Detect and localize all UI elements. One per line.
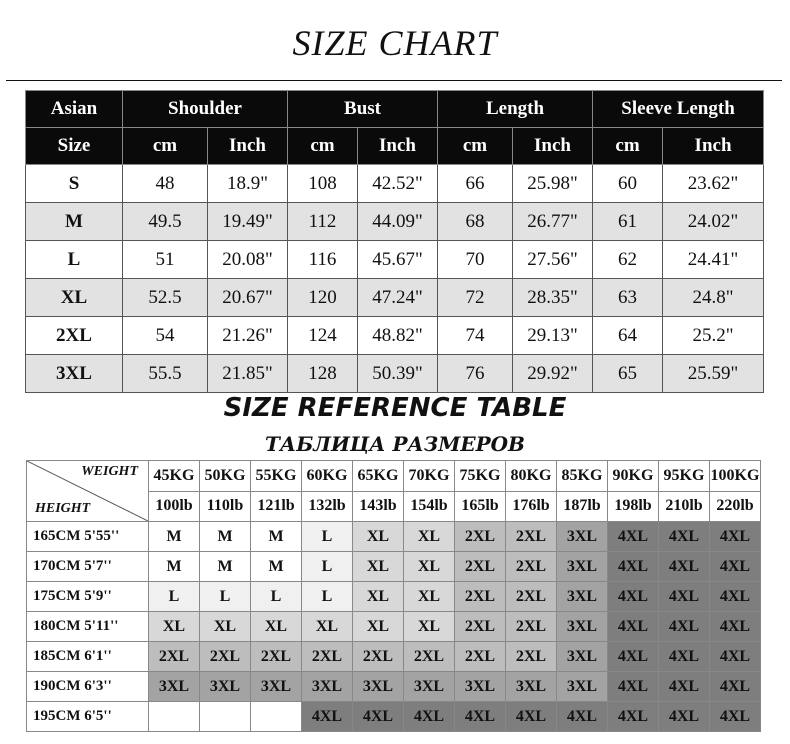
- weight-lb-header: 176lb: [506, 491, 557, 522]
- size-cell: 29.92": [513, 355, 593, 393]
- recommended-size-cell: 4XL: [455, 702, 506, 732]
- height-row: [27, 612, 761, 642]
- size-chart-unit-row: [26, 128, 764, 165]
- size-cell: 29.13": [513, 317, 593, 355]
- recommended-size-cell: 3XL: [557, 522, 608, 552]
- recommended-size-cell: 3XL: [455, 672, 506, 702]
- header-unit: cm: [593, 128, 663, 165]
- recommended-size-cell: [200, 702, 251, 732]
- header-unit: Inch: [663, 128, 764, 165]
- recommended-size-cell: 4XL: [608, 612, 659, 642]
- page-title: SIZE CHART: [292, 23, 498, 63]
- size-cell: 20.08": [208, 241, 288, 279]
- header-shoulder: Shoulder: [123, 91, 288, 128]
- recommended-size-cell: L: [302, 522, 353, 552]
- weight-lb-header: 220lb: [710, 491, 761, 522]
- recommended-size-cell: M: [251, 552, 302, 582]
- size-cell: 25.2": [663, 317, 764, 355]
- recommended-size-cell: XL: [200, 612, 251, 642]
- recommended-size-cell: 4XL: [659, 582, 710, 612]
- size-cell: 51: [123, 241, 208, 279]
- header-asian: Asian: [26, 91, 123, 128]
- recommended-size-cell: 3XL: [557, 672, 608, 702]
- size-cell: 52.5: [123, 279, 208, 317]
- recommended-size-cell: XL: [149, 612, 200, 642]
- recommended-size-cell: 3XL: [557, 582, 608, 612]
- recommended-size-cell: XL: [404, 612, 455, 642]
- recommended-size-cell: 4XL: [710, 582, 761, 612]
- recommended-size-cell: 4XL: [710, 552, 761, 582]
- recommended-size-cell: 4XL: [710, 612, 761, 642]
- height-label: 175CM 5'9'': [27, 582, 149, 612]
- title-divider: [6, 80, 782, 81]
- recommended-size-cell: 4XL: [608, 552, 659, 582]
- size-cell: 70: [438, 241, 513, 279]
- recommended-size-cell: 2XL: [506, 612, 557, 642]
- size-cell: 74: [438, 317, 513, 355]
- height-label: 195CM 6'5'': [27, 702, 149, 732]
- size-cell: 55.5: [123, 355, 208, 393]
- recommended-size-cell: 4XL: [608, 642, 659, 672]
- height-row: [27, 522, 761, 552]
- reference-table-title: SIZE REFERENCE TABLE: [223, 393, 567, 423]
- recommended-size-cell: 2XL: [455, 522, 506, 552]
- size-row: [26, 317, 764, 355]
- recommended-size-cell: 4XL: [659, 672, 710, 702]
- size-cell: 23.62": [663, 165, 764, 203]
- size-cell: 54: [123, 317, 208, 355]
- size-cell: 124: [288, 317, 358, 355]
- header-unit: cm: [288, 128, 358, 165]
- weight-kg-header: 50KG: [200, 461, 251, 492]
- recommended-size-cell: 4XL: [659, 612, 710, 642]
- size-cell: 116: [288, 241, 358, 279]
- height-label: 165CM 5'55'': [27, 522, 149, 552]
- recommended-size-cell: 4XL: [302, 702, 353, 732]
- size-cell: 64: [593, 317, 663, 355]
- recommended-size-cell: M: [200, 522, 251, 552]
- recommended-size-cell: 4XL: [404, 702, 455, 732]
- recommended-size-cell: 2XL: [506, 582, 557, 612]
- recommended-size-cell: M: [251, 522, 302, 552]
- size-cell: 42.52": [358, 165, 438, 203]
- size-row: [26, 279, 764, 317]
- recommended-size-cell: L: [200, 582, 251, 612]
- weight-label: WEIGHT: [81, 464, 138, 479]
- recommended-size-cell: XL: [353, 582, 404, 612]
- recommended-size-cell: 3XL: [557, 552, 608, 582]
- recommended-size-cell: M: [200, 552, 251, 582]
- size-cell: 20.67": [208, 279, 288, 317]
- recommended-size-cell: XL: [353, 612, 404, 642]
- recommended-size-cell: 3XL: [557, 612, 608, 642]
- weight-kg-header: 65KG: [353, 461, 404, 492]
- recommended-size-cell: 2XL: [455, 612, 506, 642]
- size-row: [26, 355, 764, 393]
- size-cell: 19.49": [208, 203, 288, 241]
- weight-lb-header: 100lb: [149, 491, 200, 522]
- recommended-size-cell: M: [149, 552, 200, 582]
- recommended-size-cell: 4XL: [608, 672, 659, 702]
- recommended-size-cell: [251, 702, 302, 732]
- size-row: [26, 241, 764, 279]
- size-cell: 50.39": [358, 355, 438, 393]
- size-cell: 108: [288, 165, 358, 203]
- size-reference-table: [26, 460, 761, 732]
- header-bust: Bust: [288, 91, 438, 128]
- weight-lb-header: 121lb: [251, 491, 302, 522]
- recommended-size-cell: 3XL: [200, 672, 251, 702]
- size-label: 2XL: [26, 317, 123, 355]
- recommended-size-cell: 2XL: [404, 642, 455, 672]
- size-cell: 24.8": [663, 279, 764, 317]
- recommended-size-cell: M: [149, 522, 200, 552]
- weight-lb-header: 165lb: [455, 491, 506, 522]
- size-cell: 45.67": [358, 241, 438, 279]
- size-cell: 44.09": [358, 203, 438, 241]
- size-cell: 21.26": [208, 317, 288, 355]
- recommended-size-cell: 4XL: [608, 702, 659, 732]
- recommended-size-cell: 4XL: [710, 702, 761, 732]
- size-label: M: [26, 203, 123, 241]
- header-unit: Inch: [208, 128, 288, 165]
- size-cell: 48: [123, 165, 208, 203]
- size-cell: 68: [438, 203, 513, 241]
- weight-kg-header: 90KG: [608, 461, 659, 492]
- size-cell: 28.35": [513, 279, 593, 317]
- recommended-size-cell: 2XL: [455, 642, 506, 672]
- recommended-size-cell: 4XL: [608, 582, 659, 612]
- height-label: HEIGHT: [35, 501, 91, 516]
- recommended-size-cell: 3XL: [506, 672, 557, 702]
- size-cell: 65: [593, 355, 663, 393]
- recommended-size-cell: XL: [404, 552, 455, 582]
- recommended-size-cell: 2XL: [200, 642, 251, 672]
- weight-kg-header: 80KG: [506, 461, 557, 492]
- size-cell: 61: [593, 203, 663, 241]
- recommended-size-cell: 3XL: [353, 672, 404, 702]
- recommended-size-cell: 4XL: [506, 702, 557, 732]
- recommended-size-cell: 4XL: [353, 702, 404, 732]
- weight-kg-header: 85KG: [557, 461, 608, 492]
- size-label: 3XL: [26, 355, 123, 393]
- recommended-size-cell: XL: [404, 582, 455, 612]
- weight-kg-row: [27, 461, 761, 492]
- height-label: 180CM 5'11'': [27, 612, 149, 642]
- recommended-size-cell: 2XL: [506, 642, 557, 672]
- recommended-size-cell: L: [302, 552, 353, 582]
- weight-kg-header: 45KG: [149, 461, 200, 492]
- weight-lb-header: 198lb: [608, 491, 659, 522]
- recommended-size-cell: 4XL: [710, 672, 761, 702]
- recommended-size-cell: 4XL: [710, 642, 761, 672]
- size-cell: 120: [288, 279, 358, 317]
- weight-lb-header: 187lb: [557, 491, 608, 522]
- recommended-size-cell: 2XL: [455, 552, 506, 582]
- size-row: [26, 165, 764, 203]
- height-label: 185CM 6'1'': [27, 642, 149, 672]
- recommended-size-cell: 4XL: [608, 522, 659, 552]
- size-label: L: [26, 241, 123, 279]
- reference-table-title-ru: ТАБЛИЦА РАЗМЕРОВ: [265, 432, 525, 456]
- size-label: S: [26, 165, 123, 203]
- height-label: 170CM 5'7'': [27, 552, 149, 582]
- size-cell: 66: [438, 165, 513, 203]
- recommended-size-cell: [149, 702, 200, 732]
- weight-lb-header: 210lb: [659, 491, 710, 522]
- header-unit: Inch: [513, 128, 593, 165]
- recommended-size-cell: 2XL: [455, 582, 506, 612]
- size-cell: 18.9": [208, 165, 288, 203]
- recommended-size-cell: XL: [302, 612, 353, 642]
- recommended-size-cell: 2XL: [506, 522, 557, 552]
- weight-kg-header: 95KG: [659, 461, 710, 492]
- weight-lb-header: 154lb: [404, 491, 455, 522]
- size-cell: 24.41": [663, 241, 764, 279]
- size-cell: 27.56": [513, 241, 593, 279]
- size-cell: 112: [288, 203, 358, 241]
- weight-lb-header: 132lb: [302, 491, 353, 522]
- height-row: [27, 552, 761, 582]
- weight-kg-header: 55KG: [251, 461, 302, 492]
- size-cell: 25.98": [513, 165, 593, 203]
- size-cell: 25.59": [663, 355, 764, 393]
- size-row: [26, 203, 764, 241]
- weight-kg-header: 100KG: [710, 461, 761, 492]
- header-unit: cm: [123, 128, 208, 165]
- header-unit: Inch: [358, 128, 438, 165]
- size-cell: 62: [593, 241, 663, 279]
- recommended-size-cell: 4XL: [659, 552, 710, 582]
- recommended-size-cell: XL: [404, 522, 455, 552]
- recommended-size-cell: 3XL: [251, 672, 302, 702]
- recommended-size-cell: 2XL: [506, 552, 557, 582]
- size-cell: 24.02": [663, 203, 764, 241]
- header-sleeve-length: Sleeve Length: [593, 91, 764, 128]
- height-label: 190CM 6'3'': [27, 672, 149, 702]
- recommended-size-cell: 2XL: [302, 642, 353, 672]
- recommended-size-cell: L: [302, 582, 353, 612]
- header-size: Size: [26, 128, 123, 165]
- weight-lb-header: 110lb: [200, 491, 251, 522]
- recommended-size-cell: 3XL: [557, 642, 608, 672]
- height-row: [27, 642, 761, 672]
- recommended-size-cell: XL: [353, 552, 404, 582]
- size-cell: 60: [593, 165, 663, 203]
- recommended-size-cell: 3XL: [149, 672, 200, 702]
- size-cell: 47.24": [358, 279, 438, 317]
- height-row: [27, 582, 761, 612]
- weight-kg-header: 75KG: [455, 461, 506, 492]
- size-cell: 128: [288, 355, 358, 393]
- recommended-size-cell: 4XL: [659, 702, 710, 732]
- recommended-size-cell: L: [149, 582, 200, 612]
- size-cell: 72: [438, 279, 513, 317]
- recommended-size-cell: 2XL: [353, 642, 404, 672]
- size-cell: 76: [438, 355, 513, 393]
- recommended-size-cell: 3XL: [404, 672, 455, 702]
- weight-height-corner: [27, 461, 149, 522]
- recommended-size-cell: XL: [251, 612, 302, 642]
- weight-lb-header: 143lb: [353, 491, 404, 522]
- weight-kg-header: 60KG: [302, 461, 353, 492]
- recommended-size-cell: L: [251, 582, 302, 612]
- recommended-size-cell: 3XL: [302, 672, 353, 702]
- size-chart-header-row: [26, 91, 764, 128]
- header-unit: cm: [438, 128, 513, 165]
- size-chart-table: [25, 90, 764, 393]
- size-label: XL: [26, 279, 123, 317]
- recommended-size-cell: 4XL: [557, 702, 608, 732]
- recommended-size-cell: 4XL: [659, 522, 710, 552]
- size-cell: 21.85": [208, 355, 288, 393]
- height-row: [27, 672, 761, 702]
- recommended-size-cell: 2XL: [251, 642, 302, 672]
- size-cell: 48.82": [358, 317, 438, 355]
- size-cell: 63: [593, 279, 663, 317]
- recommended-size-cell: 4XL: [659, 642, 710, 672]
- recommended-size-cell: XL: [353, 522, 404, 552]
- recommended-size-cell: 2XL: [149, 642, 200, 672]
- header-length: Length: [438, 91, 593, 128]
- size-cell: 26.77": [513, 203, 593, 241]
- size-cell: 49.5: [123, 203, 208, 241]
- recommended-size-cell: 4XL: [710, 522, 761, 552]
- weight-kg-header: 70KG: [404, 461, 455, 492]
- height-row: [27, 702, 761, 732]
